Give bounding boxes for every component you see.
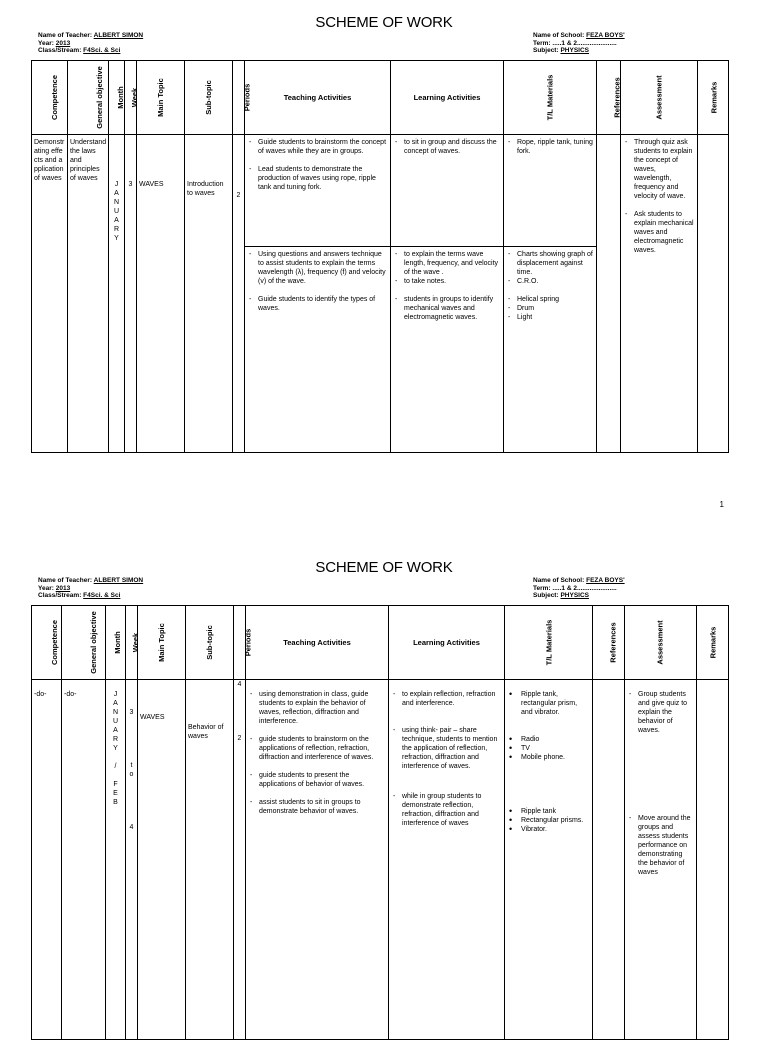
- list-item: - C.R.O.: [506, 277, 594, 286]
- remarks-cell: [698, 135, 729, 453]
- periods-a: 4: [237, 681, 242, 688]
- header-sub-topic: Sub-topic: [186, 606, 234, 680]
- subject-label: Subject:: [533, 47, 559, 54]
- class-label: Class/Stream:: [38, 592, 82, 599]
- month-cell: [106, 680, 126, 1040]
- term-value: .....1 & 2......................: [552, 584, 617, 592]
- teacher-name: ALBERT SIMON: [93, 32, 144, 39]
- list-item: - Lead students to demonstrate the production of waves using rope, ripple tank and tuning fork.: [247, 165, 388, 192]
- list-item: - Helical spring: [506, 295, 594, 304]
- header-sub-topic: Sub-topic: [185, 61, 233, 135]
- teacher-name: ALBERT SIMON: [93, 577, 144, 584]
- year-value: 2013: [55, 584, 71, 592]
- list-item: - Guide students to identify the types of waves.: [247, 295, 388, 313]
- vertical-letter: F: [113, 781, 118, 788]
- header-teaching: Teaching Activities: [245, 61, 391, 135]
- vertical-letter: A: [113, 727, 118, 734]
- vertical-letter: B: [113, 799, 118, 806]
- header-row: [32, 606, 729, 680]
- year-value: 2013: [55, 39, 71, 47]
- assessment-cell: [621, 135, 698, 453]
- list-item: - Charts showing graph of displacement against time.: [506, 250, 594, 277]
- list-item: - Group students and give quiz to explain the behavior of waves.: [627, 690, 694, 735]
- list-item: - Rope, ripple tank, tuning fork.: [506, 138, 594, 156]
- list-item: • Mobile phone.: [507, 753, 590, 762]
- vertical-letter: U: [112, 718, 119, 725]
- header-remarks: Remarks: [697, 606, 729, 680]
- learning-cell: [391, 247, 504, 453]
- list-item: - Guide students to brainstorm the concept of waves while they are in groups.: [247, 138, 388, 156]
- sub-topic-cell: Behavior of waves: [186, 680, 234, 1040]
- week-cell: [126, 680, 138, 1040]
- list-item: - to take notes.: [393, 277, 501, 286]
- periods-cell: [234, 680, 246, 1040]
- list-item: • Radio: [507, 735, 590, 744]
- scheme-table-2: [31, 605, 728, 1040]
- list-item: - Move around the groups and assess students performance on demonstrating the behavior of waves: [627, 814, 694, 877]
- header-remarks: Remarks: [698, 61, 729, 135]
- header-references: References: [597, 61, 621, 135]
- vertical-letter: /: [114, 763, 117, 770]
- school-info: [533, 577, 625, 600]
- header-teaching: Teaching Activities: [246, 606, 389, 680]
- vertical-letter: [108, 753, 123, 762]
- subject-value: PHYSICS: [560, 47, 590, 54]
- teaching-cell: [245, 135, 391, 247]
- term-label: Term:: [533, 39, 551, 47]
- table-row: [32, 135, 729, 247]
- page-number: 1: [719, 500, 724, 509]
- list-item: - guide students to present the applications of behavior of waves.: [248, 771, 386, 789]
- list-item: • TV: [507, 744, 590, 753]
- vertical-letter: Y: [113, 745, 118, 752]
- header-learning: Learning Activities: [391, 61, 504, 135]
- week-start: 3: [129, 709, 134, 716]
- term-label: Term:: [533, 584, 551, 592]
- vertical-letter: N: [112, 709, 119, 716]
- list-item: - to explain the terms wave length, frequency, and velocity of the wave .: [393, 250, 501, 277]
- vertical-letter: A: [114, 190, 119, 197]
- list-item: - Ask students to explain mechanical waves and electromagnetic waves.: [623, 210, 695, 255]
- header-month: Month: [106, 606, 126, 680]
- class-value: F4Sci. & Sci: [83, 47, 121, 54]
- teacher-label: Name of Teacher:: [38, 32, 93, 39]
- remarks-cell: [697, 680, 729, 1040]
- vertical-letter: o: [129, 771, 134, 778]
- year-label: Year:: [38, 584, 54, 592]
- month-cell: [109, 135, 125, 453]
- teacher-label: Name of Teacher:: [38, 577, 93, 584]
- header-main-topic: Main Topic: [138, 606, 186, 680]
- vertical-letter: U: [113, 208, 120, 215]
- references-cell: [597, 135, 621, 453]
- page-title: SCHEME OF WORK: [315, 14, 453, 31]
- objective-cell: Understand the laws and principles of waves: [68, 135, 109, 453]
- list-item: - to sit in group and discuss the concept of waves.: [393, 138, 501, 156]
- list-item: • Ripple tank, rectangular prism, and vibrator.: [507, 690, 590, 717]
- main-topic-cell: WAVES: [138, 680, 186, 1040]
- subject-value: PHYSICS: [560, 592, 590, 599]
- header-periods: Periods: [234, 606, 246, 680]
- header-week: Week: [126, 606, 138, 680]
- references-cell: [593, 680, 625, 1040]
- periods-cell: 2: [233, 135, 245, 453]
- list-item: - assist students to sit in groups to demonstrate behavior of waves.: [248, 798, 386, 816]
- header-competence: Competence: [32, 61, 68, 135]
- list-item: - Using questions and answers technique to assist students to explain the terms wavelength (λ), frequency (f) and velocity (v) of the wave.: [247, 250, 388, 286]
- table-row: [32, 680, 729, 1040]
- header-objective: General objective: [68, 61, 109, 135]
- list-item: - to explain reflection, refraction and interference.: [391, 690, 502, 708]
- vertical-letter: [108, 771, 123, 780]
- class-value: F4Sci. & Sci: [83, 592, 121, 599]
- header-objective: General objective: [62, 606, 106, 680]
- header-periods: Periods: [233, 61, 245, 135]
- vertical-letter: R: [112, 736, 119, 743]
- school-label: Name of School:: [533, 32, 585, 39]
- materials-cell: [505, 680, 593, 1040]
- year-label: Year:: [38, 39, 54, 47]
- list-item: - students in groups to identify mechanical waves and electromagnetic waves.: [393, 295, 501, 322]
- list-item: - guide students to brainstorm on the applications of reflection, refraction, diffraction and interference of waves.: [248, 735, 386, 762]
- school-name: FEZA BOYS': [586, 577, 625, 584]
- vertical-letter: R: [113, 226, 120, 233]
- list-item: • Ripple tank: [507, 807, 590, 816]
- list-item: - Through quiz ask students to explain the concept of waves, wavelength, frequency and velocity of wave.: [623, 138, 695, 201]
- week-end: 4: [129, 824, 134, 831]
- header-assessment: Assessment: [621, 61, 698, 135]
- vertical-letter: Y: [114, 235, 119, 242]
- school-info: [533, 32, 625, 55]
- list-item: - using demonstration in class, guide students to explain the behavior of waves, reflection, diffraction and interference.: [248, 690, 386, 726]
- scheme-page-2: [0, 545, 768, 1024]
- assessment-cell: [625, 680, 697, 1040]
- header-competence: Competence: [32, 606, 62, 680]
- subject-label: Subject:: [533, 592, 559, 599]
- header-materials: T/L Materials: [504, 61, 597, 135]
- vertical-letter: N: [113, 199, 120, 206]
- school-name: FEZA BOYS': [586, 32, 625, 39]
- vertical-letter: J: [113, 691, 118, 698]
- vertical-letter: A: [114, 217, 119, 224]
- header-row: [32, 61, 729, 135]
- main-topic-cell: WAVES: [137, 135, 185, 453]
- header-assessment: Assessment: [625, 606, 697, 680]
- page-title: SCHEME OF WORK: [315, 559, 453, 576]
- week-cell: 3: [125, 135, 137, 453]
- scheme-table-1: [31, 60, 728, 453]
- list-item: • Rectangular prisms.: [507, 816, 590, 825]
- vertical-letter: A: [113, 700, 118, 707]
- header-learning: Learning Activities: [389, 606, 505, 680]
- vertical-letter: E: [113, 790, 118, 797]
- teaching-cell: [245, 247, 391, 453]
- vertical-letter: t: [130, 762, 133, 769]
- learning-cell: [391, 135, 504, 247]
- header-materials: T/L Materials: [505, 606, 593, 680]
- header-references: References: [593, 606, 625, 680]
- materials-cell: [504, 135, 597, 247]
- competence-cell: -do-: [32, 680, 62, 1040]
- vertical-letter: J: [114, 181, 119, 188]
- header-main-topic: Main Topic: [137, 61, 185, 135]
- competence-cell: Demonstrating effects and application of waves: [32, 135, 68, 453]
- header-month: Month: [109, 61, 125, 135]
- term-value: .....1 & 2......................: [552, 39, 617, 47]
- learning-cell: [389, 680, 505, 1040]
- periods-b: 2: [237, 735, 242, 742]
- list-item: - while in group students to demonstrate reflection, refraction, diffraction and interference of waves: [391, 792, 502, 828]
- school-label: Name of School:: [533, 577, 585, 584]
- list-item: • Vibrator.: [507, 825, 590, 834]
- sub-topic-cell: Introduction to waves: [185, 135, 233, 453]
- teaching-cell: [246, 680, 389, 1040]
- materials-cell: [504, 247, 597, 453]
- list-item: - Drum: [506, 304, 594, 313]
- objective-cell: -do-: [62, 680, 106, 1040]
- teacher-info: [38, 32, 143, 55]
- teacher-info: [38, 577, 143, 600]
- list-item: - using think- pair – share technique, students to mention the application of reflection, refraction, diffraction and interference of waves.: [391, 726, 502, 771]
- header-week: Week: [125, 61, 137, 135]
- class-label: Class/Stream:: [38, 47, 82, 54]
- list-item: - Light: [506, 313, 594, 322]
